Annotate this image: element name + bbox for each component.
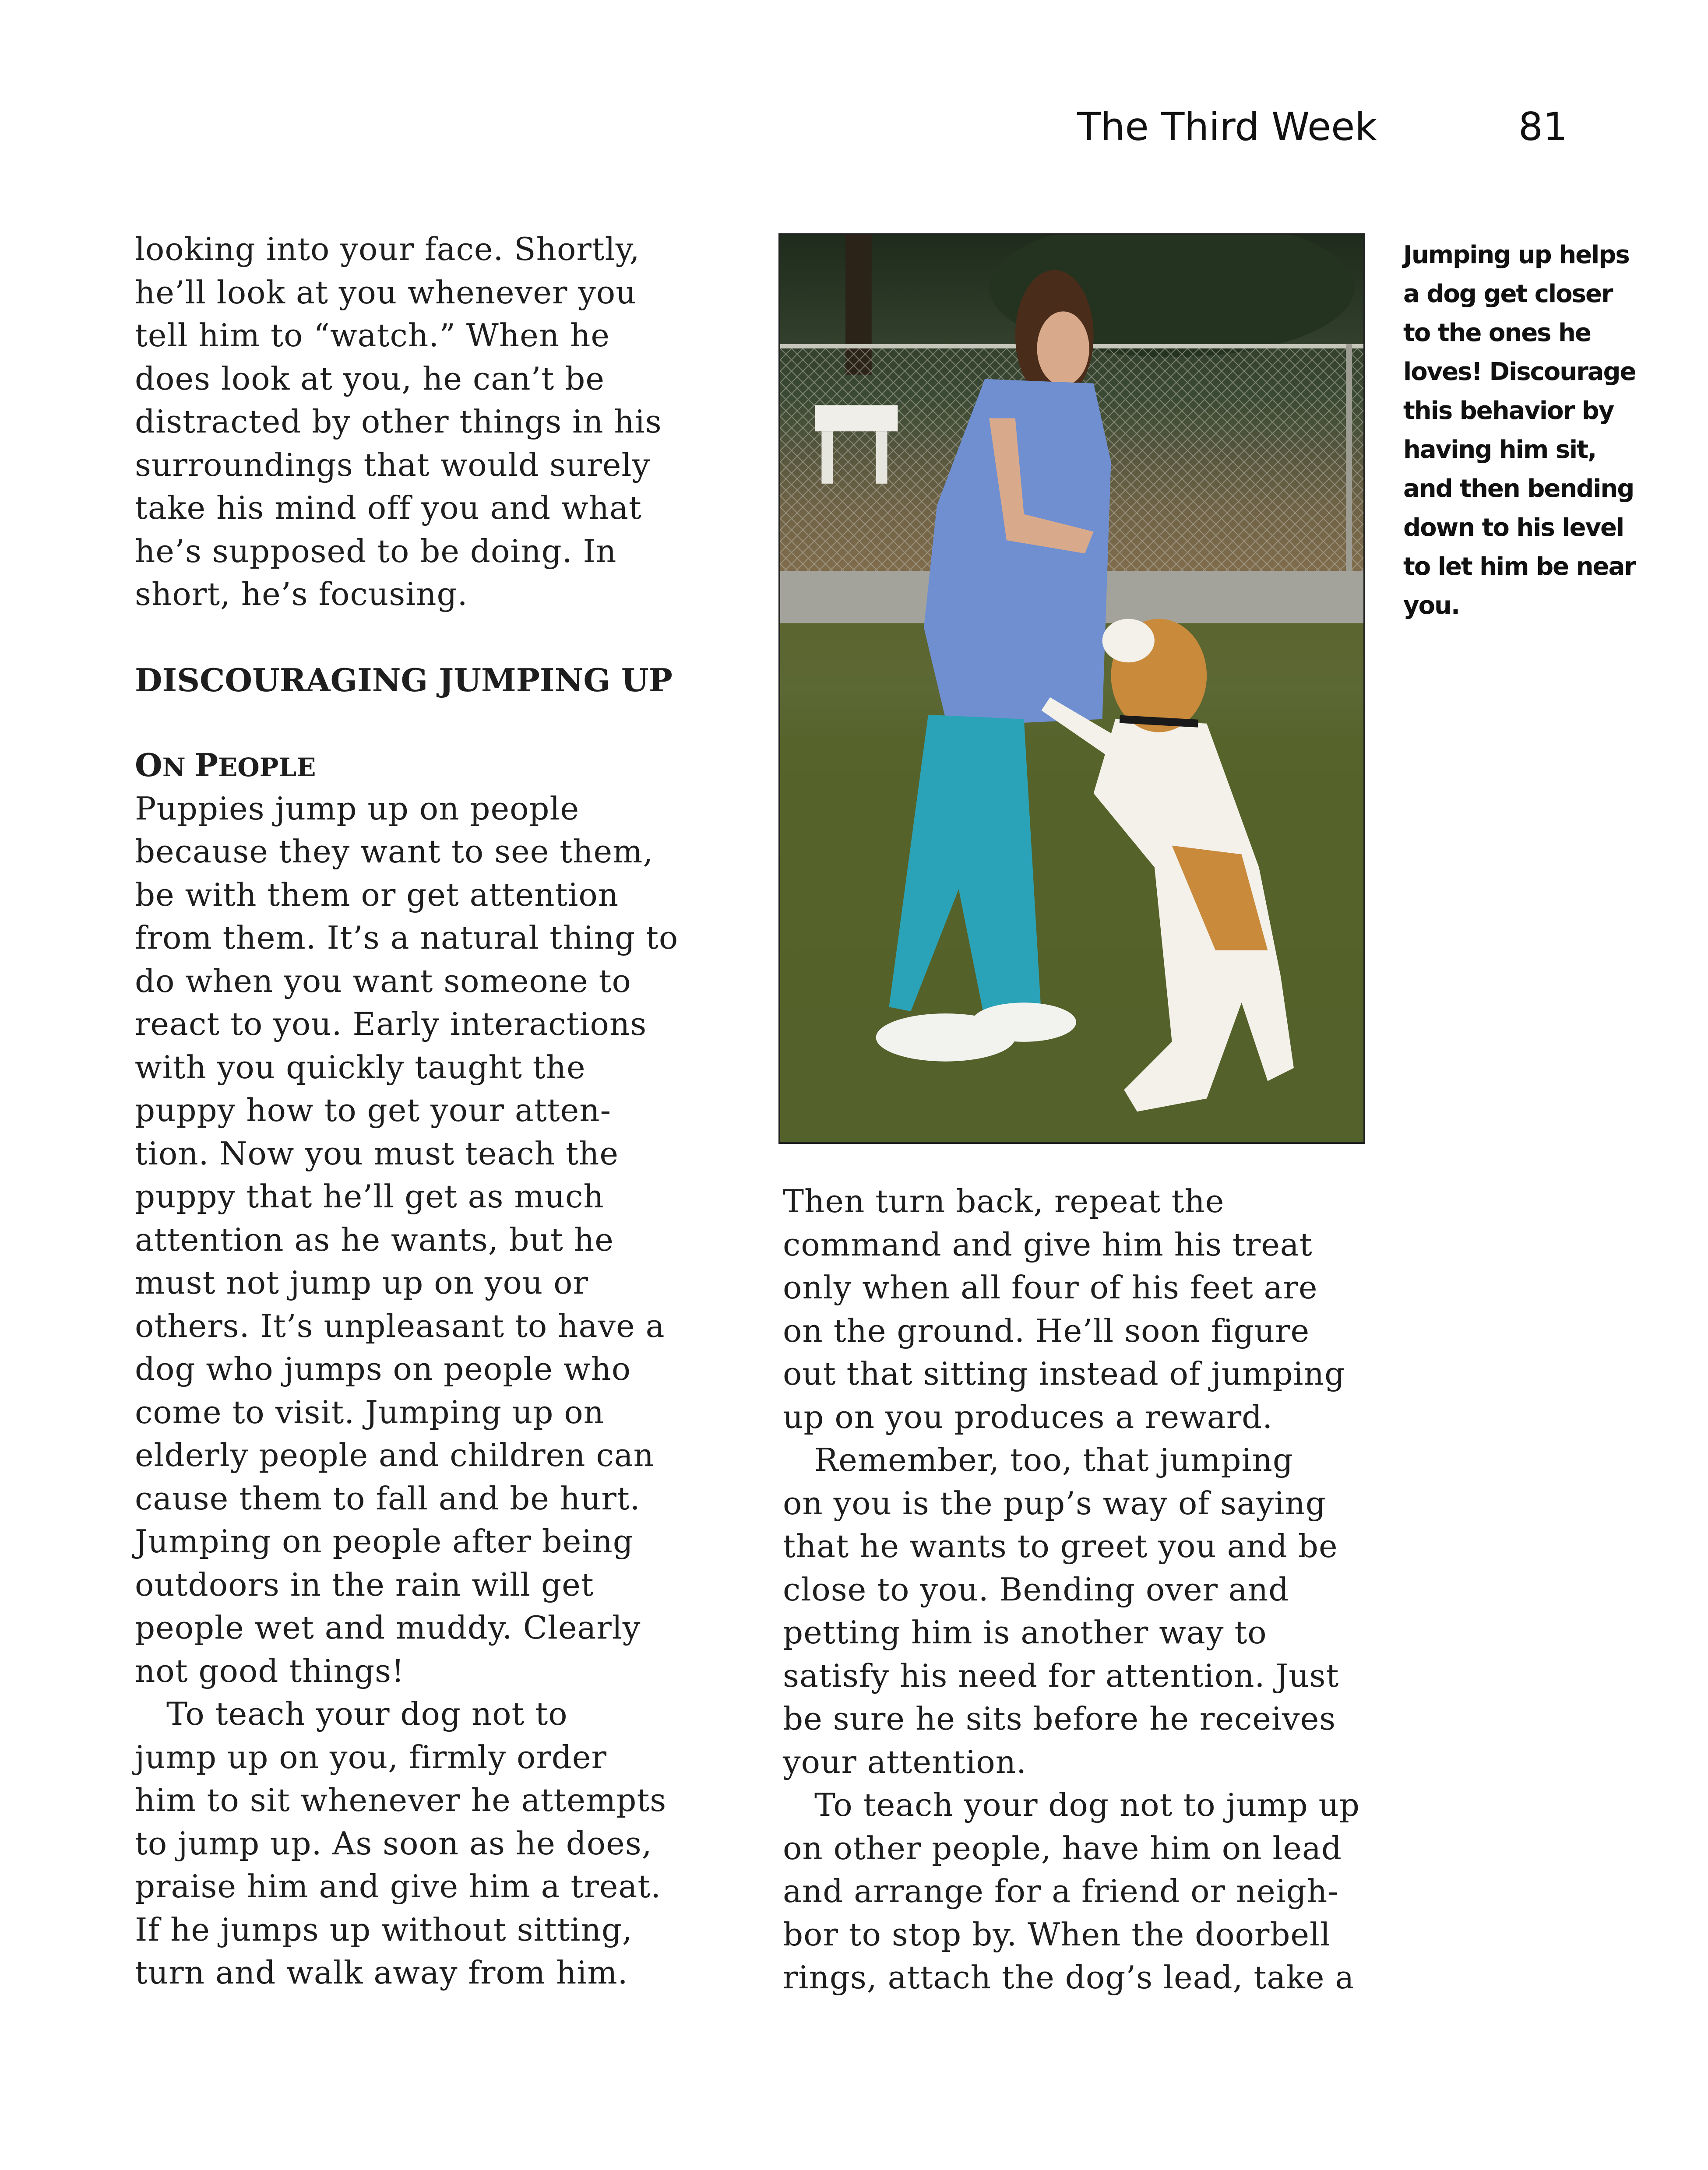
dog-collar [1120,719,1198,724]
text-line: attention as he wants, but he [135,1221,614,1258]
bench-leg [821,431,833,484]
chapter-title: The Third Week [1077,104,1377,149]
text-line: petting him is another way to [783,1614,1267,1651]
paragraph [135,787,717,1693]
text-line: react to you. Early interactions [135,1006,647,1042]
text-line: not good things! [135,1652,405,1689]
text-line: If he jumps up without sitting, [135,1911,633,1948]
text-line: tell him to “watch.” When he [135,317,610,354]
caption-line: to let him be near [1403,552,1635,581]
intro-paragraph [135,228,717,616]
running-head [1077,104,1567,157]
text-line: does look at you, he can’t be [135,360,605,397]
page-number: 81 [1518,104,1567,149]
text-line: on the ground. He’ll soon figure [783,1312,1310,1349]
right-column [783,1180,1396,1999]
text-line: be sure he sits before he receives [783,1700,1336,1737]
text-line: dog who jumps on people who [135,1351,631,1387]
photo-caption [1403,236,1636,625]
text-line: Puppies jump up on people [135,790,580,827]
text-line: To teach your dog not to [166,1695,568,1732]
caption-line: to the ones he [1403,319,1591,347]
caption-line: and then bending [1403,475,1634,503]
text-line: puppy that he’ll get as much [135,1178,604,1215]
subhead-initial: O [135,746,162,784]
section-heading: DISCOURAGING JUMPING UP [135,661,673,699]
subhead-initial: P [194,746,218,784]
caption-line: having him sit, [1403,436,1596,464]
text-line: he’s supposed to be doing. In [135,532,617,570]
text-line: come to visit. Jumping up on [135,1393,605,1431]
text-line: cause them to fall and be hurt. [135,1480,641,1517]
woman-shoe [972,1002,1076,1042]
text-line: praise him and give him a treat. [135,1868,662,1905]
text-line: close to you. Bending over and [783,1571,1289,1608]
paragraph [783,1438,1396,1783]
text-line: to jump up. As soon as he does, [135,1825,652,1862]
bench-leg [876,431,887,484]
text-line: elderly people and children can [135,1437,655,1474]
text-line: bor to stop by. When the doorbell [783,1916,1331,1953]
paragraph [783,1783,1396,1999]
text-line: rings, attach the dog’s lead, take a [783,1959,1355,1996]
caption-line: down to his level [1403,513,1624,542]
text-line: distracted by other things in his [135,403,662,440]
caption-line: you. [1403,591,1460,620]
text-line: Then turn back, repeat the [783,1183,1225,1220]
text-line: he’ll look at you whenever you [135,274,637,311]
text-line: him to sit whenever he attempts [135,1782,667,1818]
text-line: looking into your face. Shortly, [135,231,640,267]
text-line: Remember, too, that jumping [814,1442,1293,1478]
woman-face [1037,311,1089,385]
text-line: turn and walk away from him. [135,1954,628,1991]
text-line: on you is the pup’s way of saying [783,1484,1326,1522]
text-line: your attention. [783,1743,1027,1780]
text-line: because they want to see them, [135,833,654,870]
subhead-smallcaps: N [162,753,194,782]
text-line: puppy how to get your atten- [135,1092,611,1129]
text-line: others. It’s unpleasant to have a [135,1307,665,1344]
bench [815,405,898,432]
text-line: and arrange for a friend or neigh- [783,1873,1339,1910]
text-line: up on you produces a reward. [783,1398,1273,1435]
caption-line: a dog get closer [1403,280,1613,308]
text-line: To teach your dog not to jump up [814,1787,1360,1823]
text-line: be with them or get attention [135,876,619,913]
subsection-heading [135,744,717,787]
text-line: that he wants to greet you and be [783,1528,1338,1565]
left-column [135,228,717,1994]
paragraph [135,1692,717,1994]
caption-line: this behavior by [1403,397,1614,425]
text-line: outdoors in the rain will get [135,1566,594,1603]
text-line: people wet and muddy. Clearly [135,1609,641,1646]
dog-muzzle [1102,619,1155,663]
text-line: surroundings that would surely [135,446,651,483]
subhead-smallcaps: EOPLE [218,753,316,782]
text-line: from them. It’s a natural thing to [135,919,679,956]
text-line: must not jump up on you or [135,1264,588,1301]
text-line: only when all four of his feet are [783,1269,1318,1306]
text-line: command and give him his treat [783,1226,1313,1263]
paragraph [783,1180,1396,1438]
photo-illustration [780,235,1363,1142]
text-line: with you quickly taught the [135,1048,586,1086]
caption-line: Jumping up helps [1403,241,1629,269]
photo-woman-and-jumping-dog [778,233,1365,1144]
text-line: short, he’s focusing. [135,576,468,612]
text-line: do when you want someone to [135,962,631,999]
fence-post [1346,344,1352,571]
text-line: Jumping on people after being [135,1523,634,1560]
text-line: take his mind off you and what [135,489,642,526]
text-line: out that sitting instead of jumping [783,1355,1345,1392]
caption-line: loves! Discourage [1403,358,1636,386]
text-line: on other people, have him on lead [783,1829,1342,1867]
text-line: satisfy his need for attention. Just [783,1657,1339,1694]
text-line: tion. Now you must teach the [135,1135,619,1172]
text-line: jump up on you, firmly order [135,1738,607,1776]
